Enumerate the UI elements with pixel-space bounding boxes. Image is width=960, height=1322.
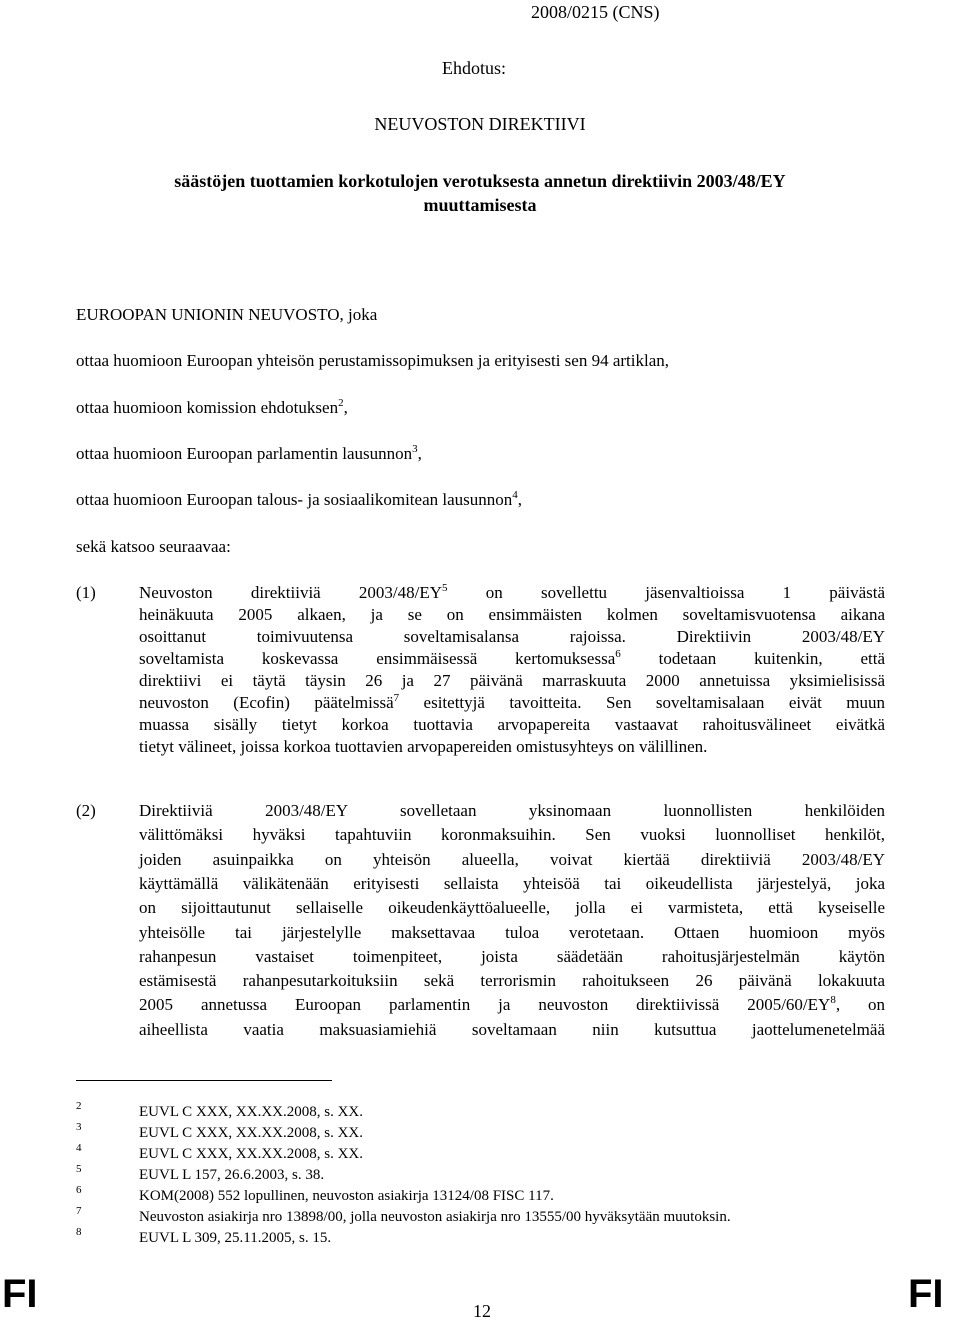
paragraph-number: (2) xyxy=(76,801,96,820)
footnote-text: Neuvoston asiakirja nro 13898/00, jolla neuvoston asiakirja nro 13555/00 hyväksytään muutoksin. xyxy=(139,1209,731,1225)
paragraph-line: neuvoston (Ecofin) päätelmissä$^7$ esitettyjä tavoitteita. Sen soveltamisalaan eivät muun xyxy=(139,692,885,712)
language-code-left: FI xyxy=(2,1272,38,1316)
paragraph-2 xyxy=(139,800,885,1044)
footnote-ref: 2 xyxy=(338,397,344,409)
paragraph-line: joiden asuinpaikka on yhteisön alueella, voivat kiertää direktiiviä 2003/48/EY xyxy=(139,849,885,869)
footnote-separator xyxy=(76,1080,332,1081)
paragraph-line: osoittanut toimivuutensa soveltamisalansa rajoissa. Direktiivin 2003/48/EY xyxy=(139,627,885,646)
footnote-ref: 4 xyxy=(512,489,518,501)
paragraph-1 xyxy=(139,582,885,758)
footnote-text: EUVL C XXX, XX.XX.2008, s. XX. xyxy=(139,1104,364,1120)
document-subtitle-line-1: säästöjen tuottamien korkotulojen verotuksesta annetun direktiivin 2003/48/EY xyxy=(174,171,786,191)
footnote-text: KOM(2008) 552 lopullinen, neuvoston asiakirja 13124/08 FISC 117. xyxy=(139,1188,554,1204)
language-code-right: FI xyxy=(908,1272,944,1316)
footnote-number: 6 xyxy=(76,1184,82,1196)
recitals-closing: sekä katsoo seuraavaa: xyxy=(76,537,231,556)
paragraph-number: (1) xyxy=(76,583,96,602)
paragraph-line: aiheellista vaatia maksuasiamiehiä soveltamaan niin kutsuttua jaottelumenetelmää xyxy=(139,1019,885,1039)
footnote-number: 2 xyxy=(76,1100,82,1112)
paragraph-line: heinäkuuta 2005 alkaen, ja se on ensimmäisten kolmen soveltamisvuotensa aikana xyxy=(139,605,885,624)
paragraph-line: rahanpesun vastaiset toimenpiteet, joista säädetään rahoitusjärjestelmän käytön xyxy=(139,946,885,966)
footnote-number: 7 xyxy=(76,1205,82,1217)
recital-item: ottaa huomioon Euroopan talous- ja sosiaalikomitean lausunnon$^4$, xyxy=(76,489,522,509)
paragraph-line: estämisestä rahanpesutarkoituksiin sekä terrorismin rahoitukseen 26 päivänä lokakuuta xyxy=(139,971,885,991)
paragraph-line: direktiivi ei täytä täysin 26 ja 27 päivänä marraskuuta 2000 annetuissa yksimielisissä xyxy=(139,671,885,690)
paragraph-line: 2005 annetussa Euroopan parlamentin ja neuvoston direktiivissä $2005/60/EY^8$, on xyxy=(139,994,886,1015)
footnote-text: EUVL C XXX, XX.XX.2008, s. XX. xyxy=(139,1146,364,1162)
paragraph-line: tietyt välineet, joissa korkoa tuottavien arvopapereiden omistusyhteys on välillinen. xyxy=(139,737,708,756)
paragraph-line: käyttämällä välikätenään erityisesti sellaista yhteisöä tai oikeudellista järjestelyä, joka xyxy=(139,873,885,893)
footnote-number: 5 xyxy=(76,1163,82,1175)
paragraph-line: Neuvoston direktiiviä $2003/48/EY^5$ on sovellettu jäsenvaltioissa 1 päivästä xyxy=(139,582,885,602)
recitals-intro: EUROOPAN UNIONIN NEUVOSTO, joka xyxy=(76,305,378,324)
paragraph-line: välittömäksi hyväksi tapahtuviin koronmaksuihin. Sen vuoksi luonnolliset henkilöt, xyxy=(139,825,885,845)
recital-item: ottaa huomioon komission ehdotuksen$^2$, xyxy=(76,397,348,417)
footnote-text: EUVL L 309, 25.11.2005, s. 15. xyxy=(139,1230,332,1246)
paragraph-line: Direktiiviä 2003/48/EY sovelletaan yksinomaan luonnollisten henkilöiden xyxy=(139,801,885,820)
recital-item: ottaa huomioon Euroopan parlamentin lausunnon$^3$, xyxy=(76,443,422,463)
proposal-label: Ehdotus: xyxy=(442,58,507,78)
page-number: 12 xyxy=(473,1301,491,1321)
footnote-text: EUVL L 157, 26.6.2003, s. 38. xyxy=(139,1167,325,1183)
paragraph-line: soveltamista koskevassa ensimmäisessä kertomuksessa$^6$ todetaan kuitenkin, että xyxy=(139,648,885,668)
paragraph-line: muassa sisälly tietyt korkoa tuottavia arvopapereita vastaavat rahoitusvälineet eivätkä xyxy=(139,715,885,734)
document-subtitle-line-2: muuttamisesta xyxy=(423,195,537,215)
footnote-number: 4 xyxy=(76,1142,82,1154)
recital-item: ottaa huomioon Euroopan yhteisön perustamissopimuksen ja erityisesti sen 94 artiklan, xyxy=(76,351,670,370)
paragraph-line: yhteisölle tai järjestelylle maksettavaa tuloa verotetaan. Ottaen huomioon myös xyxy=(139,922,885,942)
footnote-number: 3 xyxy=(76,1121,82,1133)
footnote-text: EUVL C XXX, XX.XX.2008, s. XX. xyxy=(139,1125,364,1141)
document-title: NEUVOSTON DIREKTIIVI xyxy=(374,114,586,134)
document-reference: 2008/0215 (CNS) xyxy=(531,2,660,22)
footnote-number: 8 xyxy=(76,1226,82,1238)
footnote-ref: 3 xyxy=(412,443,418,455)
paragraph-line: on sijoittautunut sellaiselle oikeudenkäyttöalueelle, jolla ei varmisteta, että kyseiselle xyxy=(139,898,885,918)
